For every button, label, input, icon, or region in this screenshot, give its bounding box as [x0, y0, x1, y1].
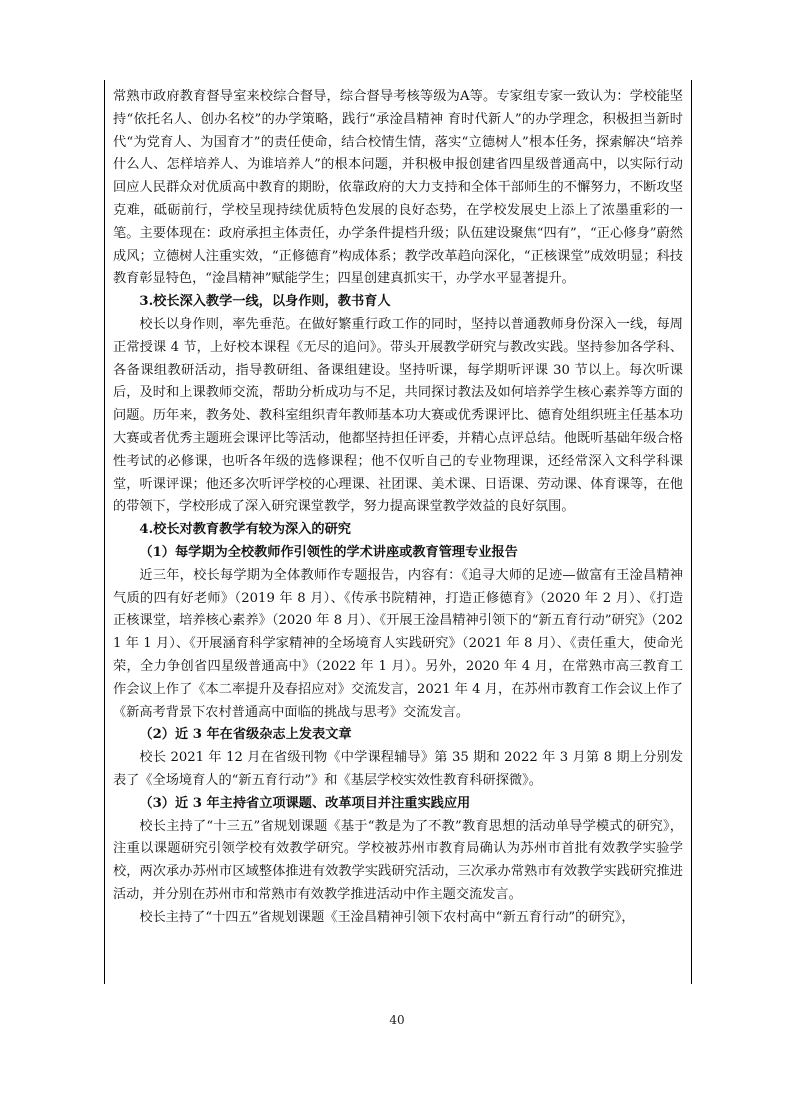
heading-subsection-2: （2）近 3 年在省级杂志上发表文章 — [139, 727, 352, 743]
paragraph-research-projects-continued: 校长主持了“十四五”省规划课题《王淦昌精神引领下农村高中“新五育行动”的研究》， — [139, 909, 635, 925]
paragraph-research-projects: 校长主持了“十三五”省规划课题《基于“教是为了不教”教育思想的活动单导学模式的研究》，注重以课题研究引领学校有效教学研究。学校被苏州市教育局确认为苏州市首批有效教学实验学校，两次承办苏州市区域整体推进有效教学实践研究活动，三次承办常熟市有效教学实践研究推进活动，并分别在苏州市和常熟市有效教学推进活动中作主题交流发言。 — [113, 818, 683, 902]
paragraph-teaching-frontline: 校长以身作则，率先垂范。在做好繁重行政工作的同时，坚持以普通教师身份深入一线，每周正常授课 4 节，上好校本课程《无尽的追问》。带头开展教学研究与教改实践。坚持参加各学科、各备课组教研活动，指导教研组、备课组建设。坚持听课，每学期听评课 30 节以上。每次听课后，及时和上课教师交流，帮助分析成功与不足，共同探讨教法及如何培养学生核心素养等方面的问题。历年来，教务处、教科室组织青年教师基本功大赛或优秀课评比、德育处组织班主任基本功大赛或者优秀主题班会课评比等活动，他都坚持担任评委，并精心点评总结。他既听基础年级合格性考试的必修课，也听各年级的选修课程；他不仅听自己的专业物理课，还经常深入文科学科课堂，听课评课；他还多次听评学校的心理课、社团课、美术课、日语课、劳动课、体育课等，在他的带领下，学校形成了深入研究课堂教学，努力提高课堂教学效益的良好氛围。 — [113, 316, 683, 515]
heading-subsection-3: （3）近 3 年主持省立项课题、改革项目并注重实践应用 — [139, 795, 471, 811]
page-number: 40 — [389, 1013, 405, 1027]
document-table-cell — [104, 80, 692, 984]
paragraph-lectures: 近三年，校长每学期为全体教师作专题报告，内容有：《追寻大师的足迹—做富有王淦昌精神气质的四有好老师》（2019 年 8 月）、《传承书院精神，打造正修德育》（2020 年 2 月）、《打造正核课堂，培养核心素养》（2020 年 8 月）、《开展王淦昌精神引领下的“新五育行动”研究》（2021 年 1 月）、《开展涵育科学家精神的全场境育人实践研究》（2021 年 8 月）、《责任重大，使命光荣，全力争创省四星级普通高中》（2022 年 1 月）。另外，2020 年 4 月，在常熟市高三教育工作会议上作了《本二率提升及春招应对》交流发言，2021 年 4 月，在苏州市教育工作会议上作了《新高考背景下农村普通高中面临的挑战与思考》交流发言。 — [113, 567, 683, 720]
paragraph-supervision-summary: 常熟市政府教育督导室来校综合督导，综合督导考核等级为A等。专家组专家一致认为：学校能坚持“依托名人、创办名校”的办学策略，践行“承淦昌精神 育时代新人”的办学理念，积极担当新时代“为党育人、为国育才”的责任使命，结合校情生情，落实“立德树人”根本任务，探索解决“培养什么人、怎样培养人、为谁培养人”的根本问题，并积极申报创建省四星级普通高中，以实际行动回应人民群众对优质高中教育的期盼，依靠政府的大力支持和全体干部师生的不懈努力，不断攻坚克难，砥砺前行，学校呈现持续优质特色发展的良好态势，在学校发展史上添上了浓墨重彩的一笔。主要体现在：政府承担主体责任，办学条件提档升级；队伍建设聚焦“四有”，“正心修身”蔚然成风；立德树人注重实效，“正修德育”构成体系；教学改革趋向深化，“正核课堂”成效明显；科技教育彰显特色，“淦昌精神”赋能学生；四星创建真抓实干，办学水平显著提升。 — [113, 89, 683, 287]
heading-section-3: 3.校长深入教学一线，以身作则，教书育人 — [139, 294, 391, 310]
heading-subsection-1: （1）每学期为全校教师作引领性的学术讲座或教育管理专业报告 — [139, 544, 518, 560]
paragraph-publications: 校长 2021 年 12 月在省级刊物《中学课程辅导》第 35 期和 2022 年 3 月第 8 期上分别发表了《全场境育人的“新五育行动”》和《基层学校实效性教育科研探微》。 — [113, 750, 683, 788]
heading-section-4: 4.校长对教育教学有较为深入的研究 — [139, 522, 351, 538]
